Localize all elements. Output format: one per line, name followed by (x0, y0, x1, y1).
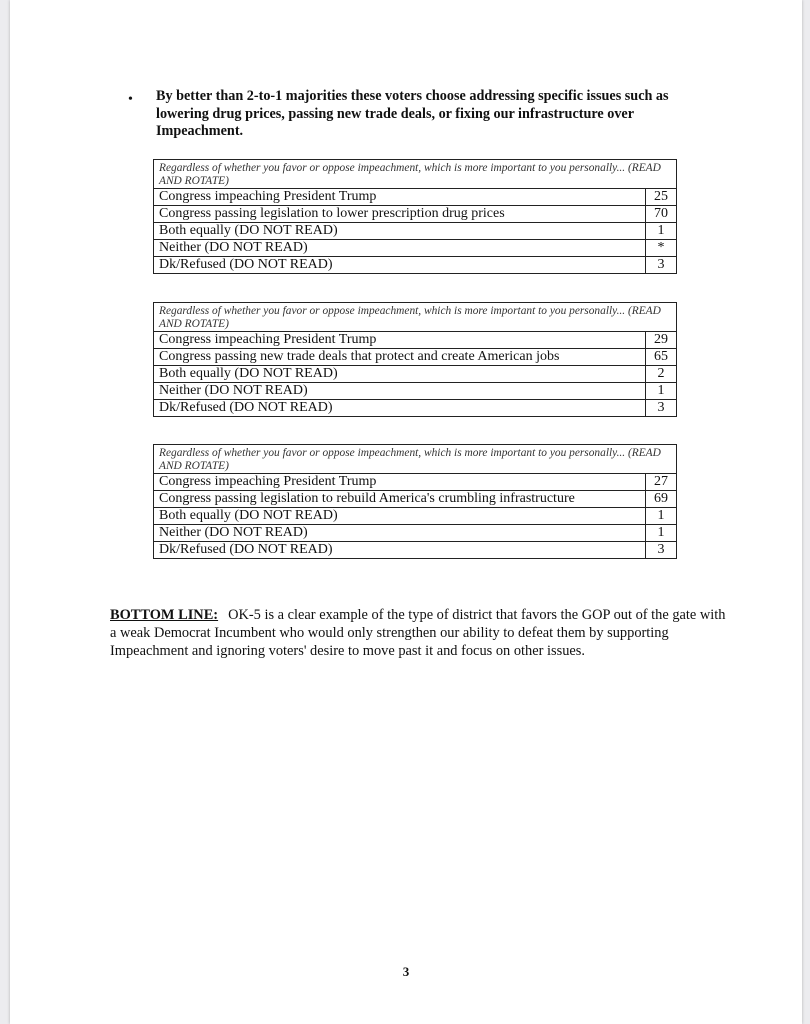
key-finding-text: By better than 2-to-1 majorities these voters choose addressing specific issues such as lowering drug prices, passing new trade deals, or fixing our infrastructure over Impeachment. (156, 88, 669, 139)
bottom-line-label: BOTTOM LINE: (110, 607, 219, 623)
row-label: Neither (DO NOT READ) (154, 383, 646, 400)
table-row (154, 366, 677, 383)
question-prompt: Regardless of whether you favor or oppose impeachment, which is more important to you personally... (READ AND ROTATE) (154, 303, 677, 332)
document-page (10, 0, 802, 1024)
row-label: Congress passing legislation to rebuild America's crumbling infrastructure (154, 491, 646, 508)
row-value: 25 (646, 189, 677, 206)
table-row (154, 332, 677, 349)
row-value: 3 (646, 400, 677, 417)
row-label: Both equally (DO NOT READ) (154, 366, 646, 383)
row-value: 69 (646, 491, 677, 508)
table-prompt-row (154, 445, 677, 474)
row-value: 1 (646, 223, 677, 240)
table-row (154, 240, 677, 257)
row-label: Both equally (DO NOT READ) (154, 223, 646, 240)
table-row (154, 383, 677, 400)
row-label: Neither (DO NOT READ) (154, 240, 646, 257)
table-row (154, 349, 677, 366)
table-row (154, 491, 677, 508)
table-row (154, 474, 677, 491)
row-value: 2 (646, 366, 677, 383)
table-row (154, 257, 677, 274)
row-label: Congress passing legislation to lower prescription drug prices (154, 206, 646, 223)
table-row (154, 189, 677, 206)
question-prompt: Regardless of whether you favor or oppose impeachment, which is more important to you personally... (READ AND ROTATE) (154, 445, 677, 474)
bullet-icon: • (128, 92, 133, 107)
row-value: 1 (646, 383, 677, 400)
table-row (154, 508, 677, 525)
bottom-line-paragraph (110, 606, 730, 660)
survey-table-drug-prices (153, 159, 677, 274)
row-value: 1 (646, 508, 677, 525)
row-label: Neither (DO NOT READ) (154, 525, 646, 542)
table-row (154, 542, 677, 559)
survey-table-infrastructure (153, 444, 677, 559)
row-value: 70 (646, 206, 677, 223)
row-label: Dk/Refused (DO NOT READ) (154, 257, 646, 274)
bottom-line-text: OK-5 is a clear example of the type of district that favors the GOP out of the gate with a weak Democrat Incumbent who would only strengthen our ability to defeat them by supporting Impeachment and ignoring voters' desire to move past it and focus on other issues. (110, 607, 726, 659)
row-label: Congress passing new trade deals that protect and create American jobs (154, 349, 646, 366)
table-prompt-row (154, 303, 677, 332)
page-number: 3 (402, 964, 410, 979)
table-row (154, 223, 677, 240)
row-value: 65 (646, 349, 677, 366)
key-finding-bullet (128, 88, 718, 141)
row-value: 3 (646, 542, 677, 559)
row-value: 1 (646, 525, 677, 542)
row-value: 29 (646, 332, 677, 349)
table-row (154, 525, 677, 542)
table-prompt-row (154, 160, 677, 189)
row-label: Congress impeaching President Trump (154, 474, 646, 491)
table-row (154, 206, 677, 223)
row-value: * (646, 240, 677, 257)
row-label: Dk/Refused (DO NOT READ) (154, 400, 646, 417)
survey-table-trade-deals (153, 302, 677, 417)
row-value: 3 (646, 257, 677, 274)
row-value: 27 (646, 474, 677, 491)
table-row (154, 400, 677, 417)
row-label: Dk/Refused (DO NOT READ) (154, 542, 646, 559)
row-label: Congress impeaching President Trump (154, 189, 646, 206)
row-label: Congress impeaching President Trump (154, 332, 646, 349)
row-label: Both equally (DO NOT READ) (154, 508, 646, 525)
question-prompt: Regardless of whether you favor or oppose impeachment, which is more important to you personally... (READ AND ROTATE) (154, 160, 677, 189)
